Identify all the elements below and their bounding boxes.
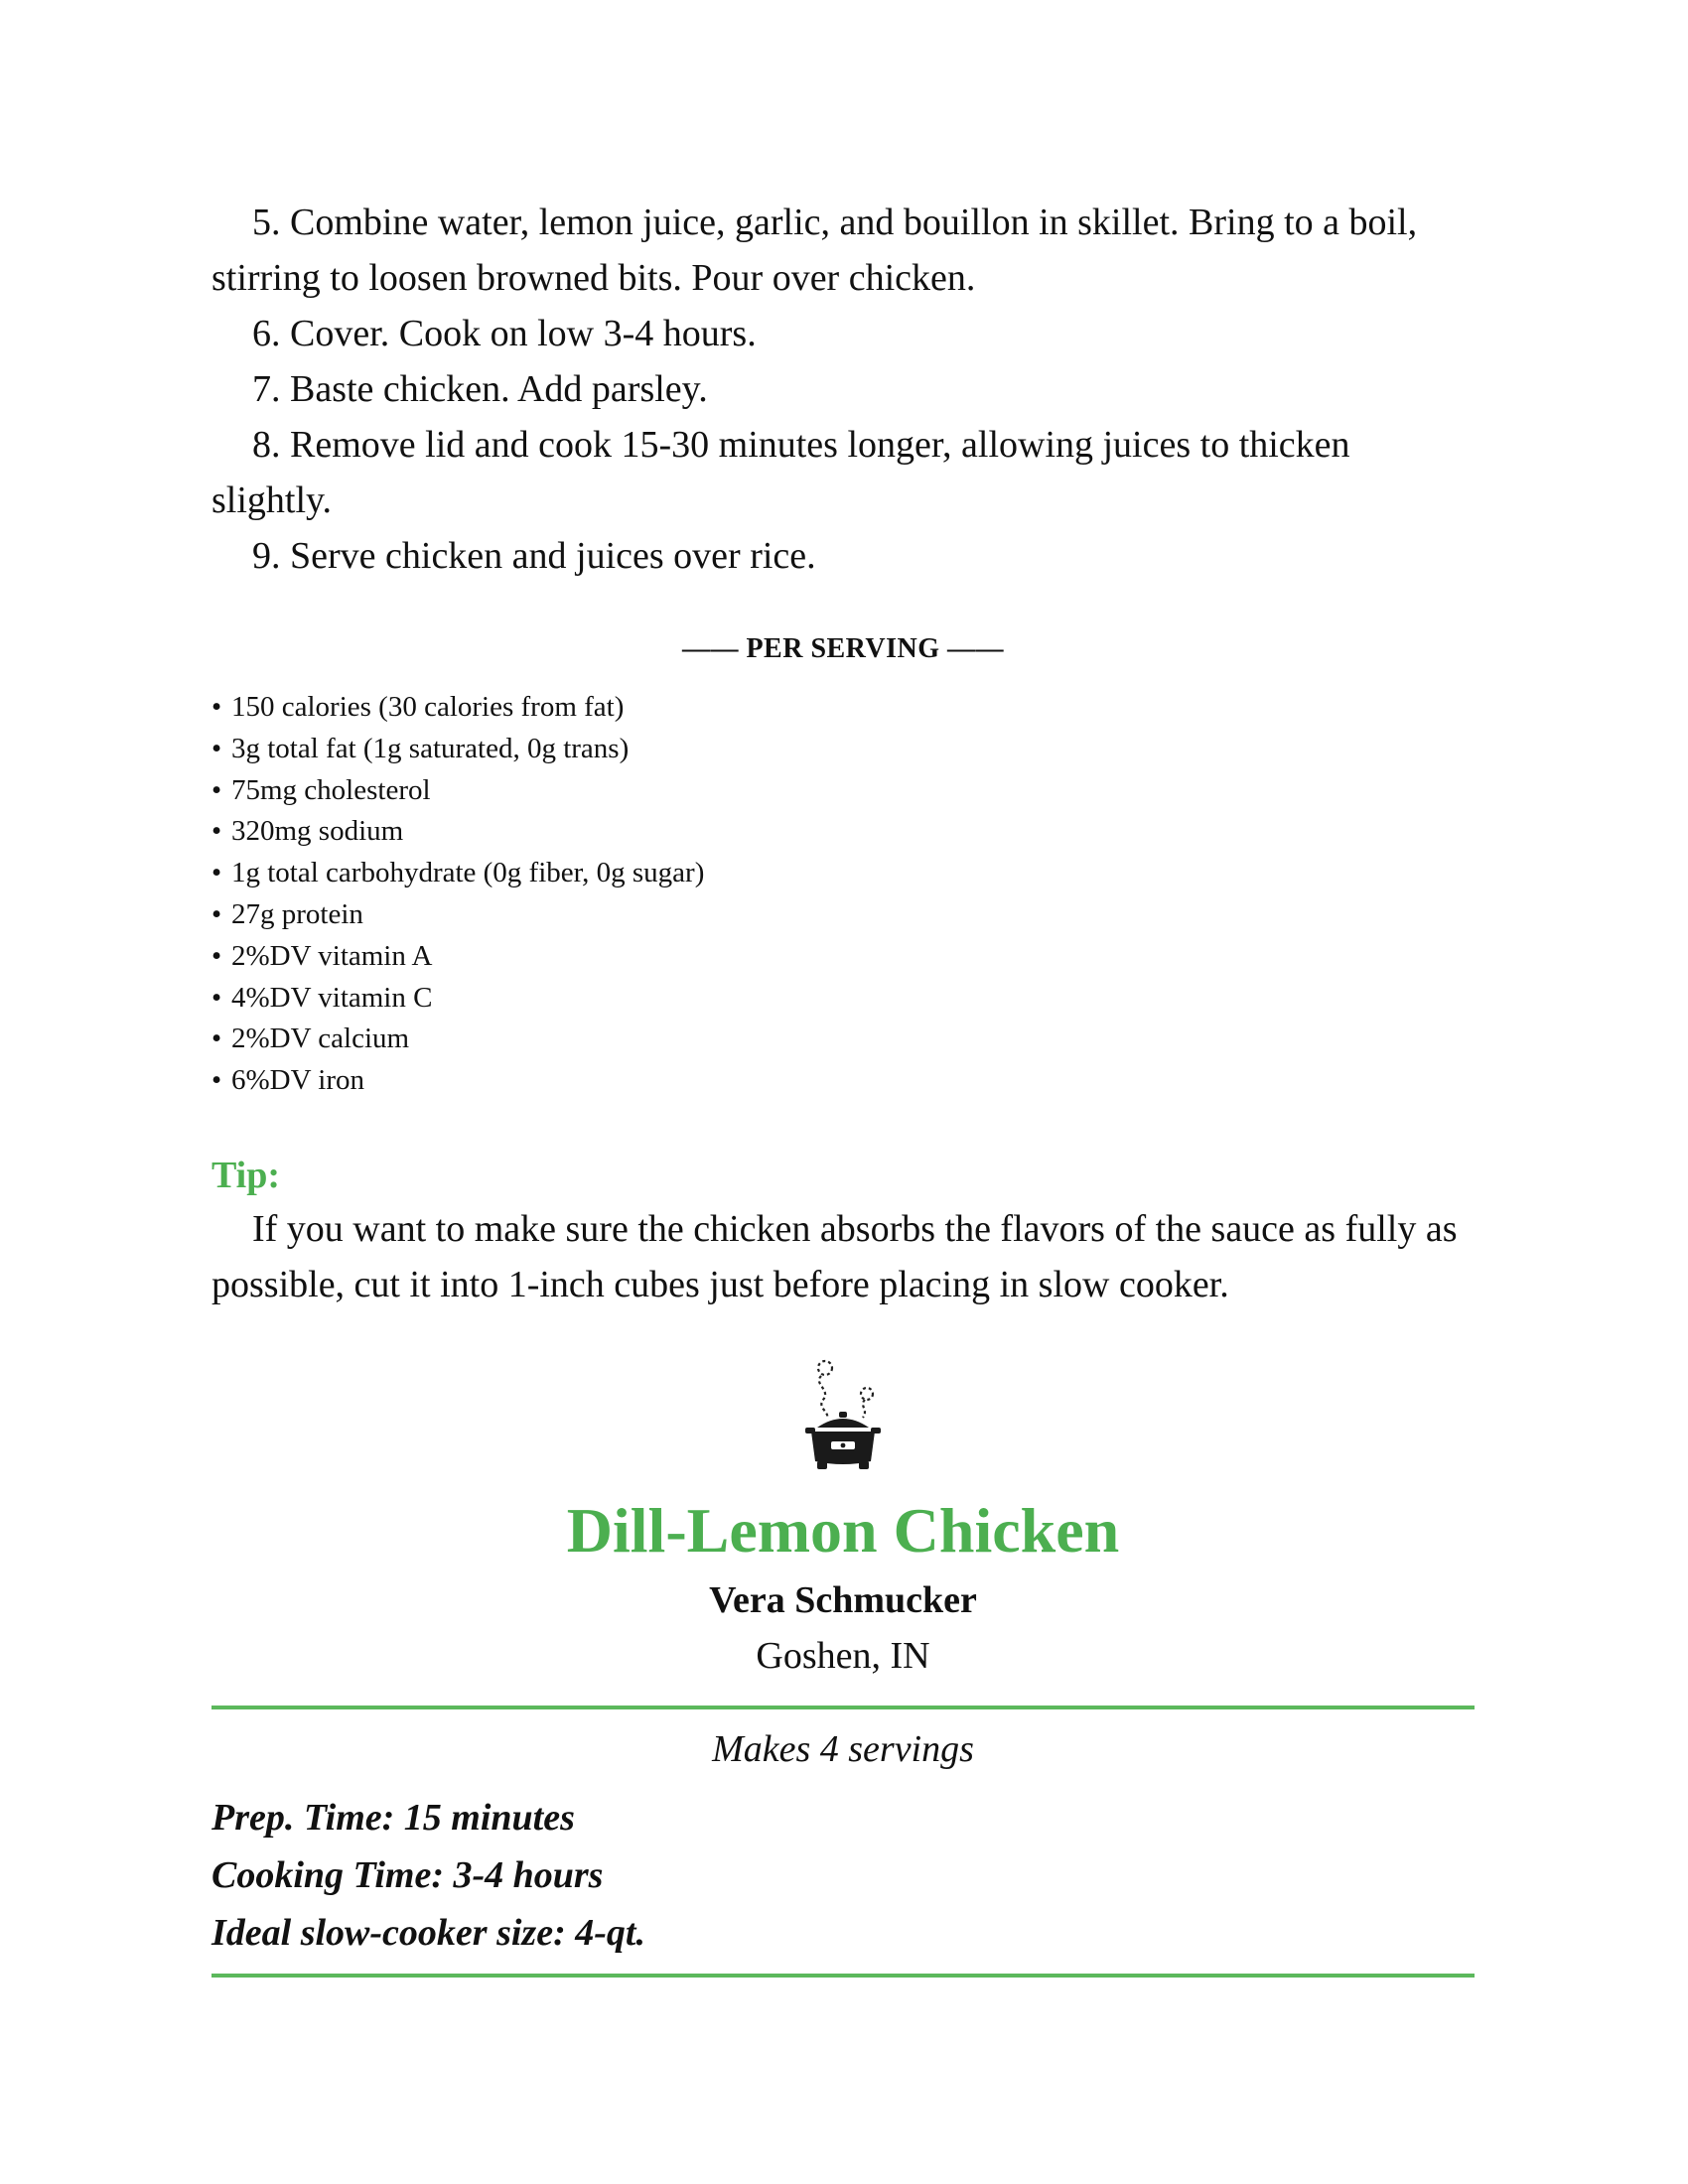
bullet: • (211, 939, 222, 972)
instruction-steps (211, 195, 1475, 584)
cooking-time: Cooking Time: 3-4 hours (211, 1853, 604, 1896)
cooker-size: Ideal slow-cooker size: 4-qt. (211, 1911, 645, 1954)
servings: Makes 4 servings (712, 1727, 974, 1770)
step-9: 9. Serve chicken and juices over rice. (252, 535, 816, 577)
nutrition-item: • 1g total carbohydrate (0g fiber, 0g sugar) (211, 853, 1475, 894)
step-7: 7. Baste chicken. Add parsley. (252, 368, 708, 410)
divider-bottom (211, 1974, 1475, 1978)
nutrition-item: • 27g protein (211, 894, 1475, 936)
nutrition-item: • 3g total fat (1g saturated, 0g trans) (211, 729, 1475, 770)
nutrition-item: • 2%DV calcium (211, 1019, 1475, 1060)
nutrition-item: • 6%DV iron (211, 1060, 1475, 1102)
recipe-title: Dill-Lemon Chicken (566, 1494, 1120, 1566)
nutrition-list (211, 687, 1475, 1102)
step-8: 8. Remove lid and cook 15-30 minutes longer, allowing juices to thicken slightly. (211, 424, 1350, 521)
step-6: 6. Cover. Cook on low 3-4 hours. (252, 313, 757, 354)
divider-top (211, 1706, 1475, 1709)
per-serving-heading: —— PER SERVING —— (681, 633, 1005, 664)
slow-cooker-icon (795, 1356, 891, 1473)
tip-label: Tip: (211, 1154, 281, 1196)
bullet: • (211, 732, 222, 764)
bullet: • (211, 857, 222, 889)
recipe-page (211, 195, 1475, 1978)
slow-cooker-icon-wrap (211, 1356, 1475, 1473)
nutrition-item: • 4%DV vitamin C (211, 978, 1475, 1020)
time-info (211, 1789, 1475, 1962)
nutrition-item: • 75mg cholesterol (211, 770, 1475, 812)
nutrition-item: • 150 calories (30 calories from fat) (211, 687, 1475, 729)
bullet: • (211, 1023, 222, 1055)
bullet: • (211, 691, 222, 723)
bullet: • (211, 773, 222, 806)
bullet: • (211, 815, 222, 848)
bullet: • (211, 1064, 222, 1097)
recipe-author: Vera Schmucker (709, 1578, 977, 1621)
bullet: • (211, 897, 222, 930)
author-location: Goshen, IN (756, 1634, 930, 1677)
nutrition-item: • 2%DV vitamin A (211, 936, 1475, 978)
prep-time: Prep. Time: 15 minutes (211, 1796, 575, 1839)
nutrition-item: • 320mg sodium (211, 811, 1475, 853)
tip-text: If you want to make sure the chicken absorbs the flavors of the sauce as fully as possible, cut it into 1-inch cubes just before placing in slow cooker. (211, 1207, 1458, 1305)
step-5: 5. Combine water, lemon juice, garlic, and bouillon in skillet. Bring to a boil, stirring to loosen browned bits. Pour over chicken. (211, 202, 1418, 299)
bullet: • (211, 981, 222, 1014)
